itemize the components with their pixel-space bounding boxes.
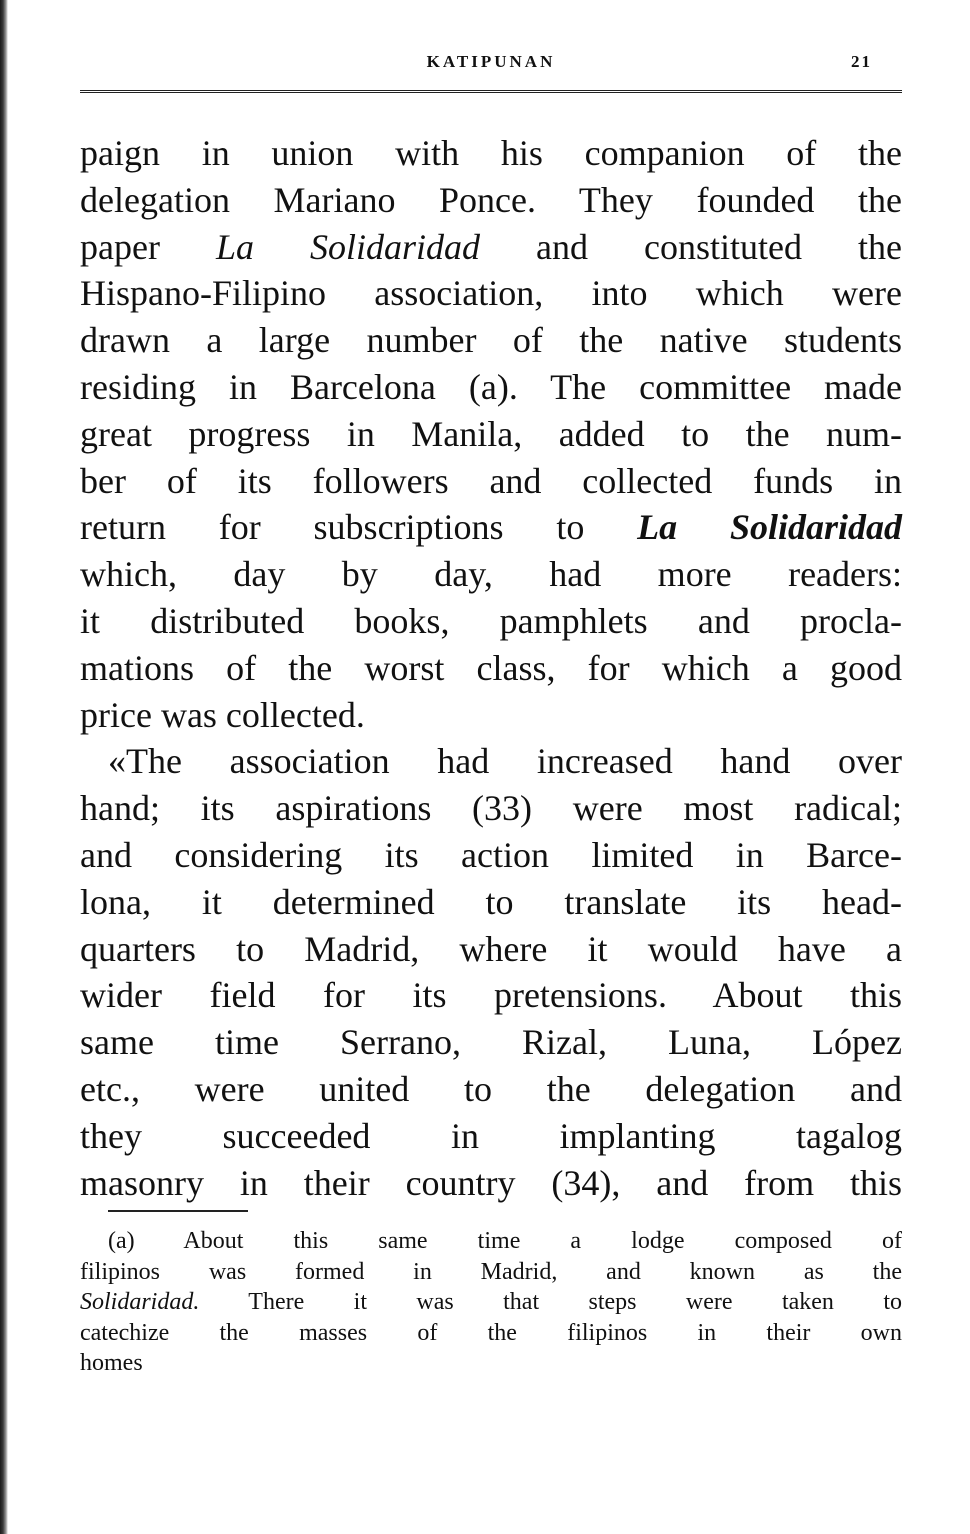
footnote-line: homes [80,1350,143,1376]
text-line: drawn a large number of the native students [80,320,902,361]
italic-title: Solidaridad. [80,1289,200,1315]
footnote-line: filipinos was formed in Madrid, and known as the [80,1258,902,1285]
text-line: wider field for its pretensions. About this [80,975,902,1016]
text-line [80,504,902,551]
text-line: Hispano-Filipino association, into which were [80,273,902,314]
text-line: «The association had increased hand over [108,741,902,782]
text-segment: paper [80,226,216,267]
page-number: 21 [851,52,872,71]
text-line: residing in Barcelona (a). The committee made [80,366,902,407]
text-line: price was collected. [80,694,365,735]
footnote-line: (a) About this same time a lodge composed of [108,1228,902,1254]
text-line: which, day by day, had more readers: [80,554,902,595]
footnote [80,1226,902,1379]
text-line: lona, it determined to translate its head- [80,881,902,922]
text-line: great progress in Manila, added to the num- [80,413,902,454]
footnote-line: catechize the masses of the filipinos in their own [80,1319,902,1346]
running-title: KATIPUNAN [426,52,556,71]
text-line: quarters to Madrid, where it would have a [80,928,902,969]
footnote-rule [108,1210,248,1212]
text-line: same time Serrano, Rizal, Luna, López [80,1022,902,1063]
text-line: paign in union with his companion of the [80,133,902,173]
text-line: mations of the worst class, for which a good [80,647,902,688]
text-line: masonry in their country (34), and from this [80,1162,902,1203]
text-segment: There it was that steps were taken to [199,1289,902,1315]
header-rule [80,90,902,93]
text-line: it distributed books, pamphlets and procla- [80,600,902,641]
footnote-line [80,1287,902,1318]
text-line: and considering its action limited in Barce- [80,834,902,875]
text-segment: return for subscriptions to [80,507,638,548]
text-line: delegation Mariano Ponce. They founded the [80,179,902,220]
italic-title: La Solidaridad [215,226,481,267]
text-line: etc., were united to the delegation and [80,1068,902,1109]
text-line: they succeeded in implanting tagalog [80,1115,902,1156]
italic-title: La Solidaridad [637,507,903,548]
text-line: hand; its aspirations (33) were most radical; [80,788,902,829]
book-spine-shadow [0,0,8,1534]
text-line [80,224,902,271]
page-header [80,52,902,82]
body-text [80,130,902,1206]
text-segment: and constituted the [480,226,903,267]
text-line: ber of its followers and collected funds in [80,460,902,501]
